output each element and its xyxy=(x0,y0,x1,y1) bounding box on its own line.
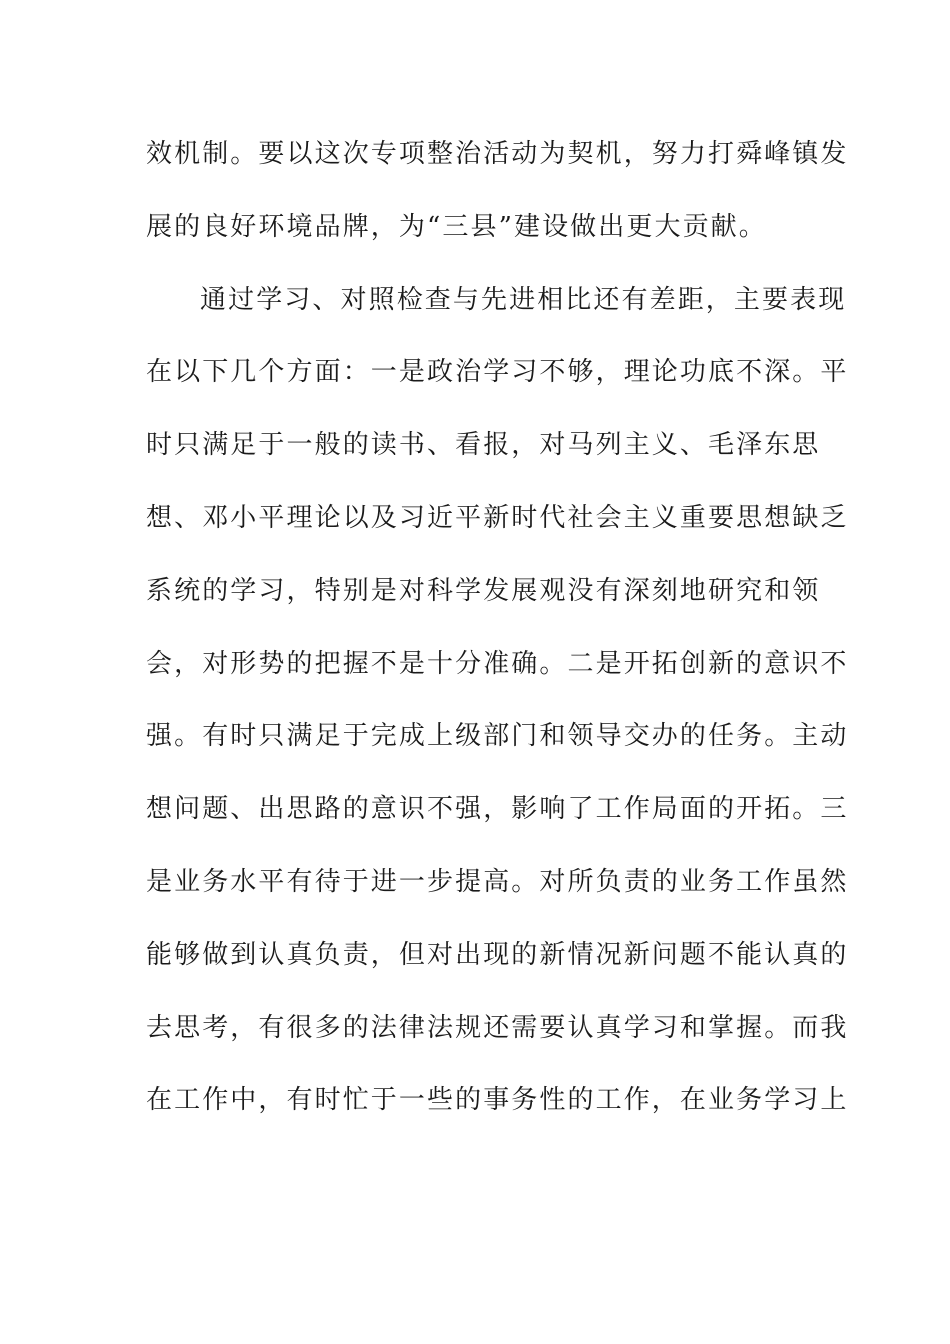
text-line-14: 在工作中，有时忙于一些的事务性的工作，在业务学习上 xyxy=(146,1085,849,1116)
paragraph-start-line: 通过学习、对照检查与先进相比还有差距，主要表现 xyxy=(200,284,847,315)
text-line-9: 强。有时只满足于完成上级部门和领导交办的任务。主动 xyxy=(146,721,849,752)
text-line-2: 展的良好环境品牌，为“三县”建设做出更大贡献。 xyxy=(146,211,767,242)
text-line-7: 系统的学习，特别是对科学发展观没有深刻地研究和领 xyxy=(146,575,821,606)
text-line-13: 去思考，有很多的法律法规还需要认真学习和掌握。而我 xyxy=(146,1012,849,1043)
text-line-1: 效机制。要以这次专项整治活动为契机，努力打舜峰镇发 xyxy=(146,139,849,169)
text-line-8: 会，对形势的把握不是十分准确。二是开拓创新的意识不 xyxy=(146,648,849,679)
body-text xyxy=(146,130,849,1149)
text-line-11: 是业务水平有待于进一步提高。对所负责的业务工作虽然 xyxy=(146,866,849,897)
text-line-4: 在以下几个方面：一是政治学习不够，理论功底不深。平 xyxy=(146,357,849,388)
text-line-5: 时只满足于一般的读书、看报，对马列主义、毛泽东思 xyxy=(146,430,821,461)
text-line-12: 能够做到认真负责，但对出现的新情况新问题不能认真的 xyxy=(146,939,849,970)
text-line-10: 想问题、出思路的意识不强，影响了工作局面的开拓。三 xyxy=(146,794,849,825)
text-line-6: 想、邓小平理论以及习近平新时代社会主义重要思想缺乏 xyxy=(146,502,849,533)
